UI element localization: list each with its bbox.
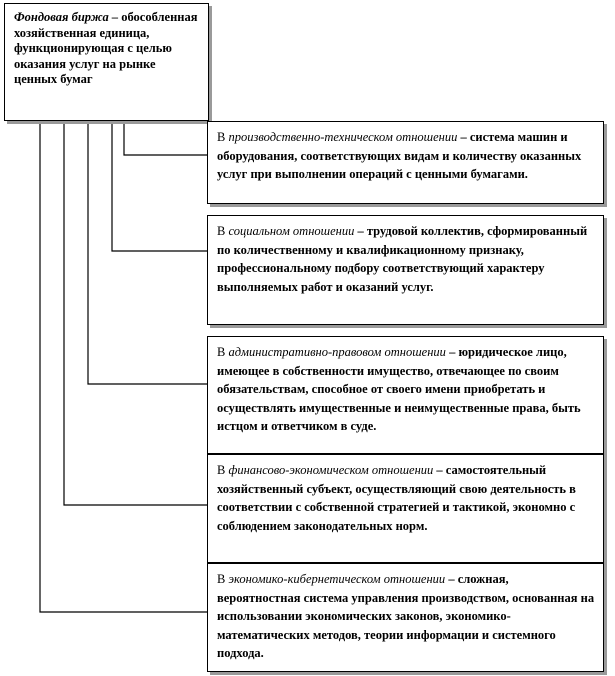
aspect-card-production-technical <box>207 121 604 204</box>
card-text: – трудовой коллектив, сформированный по количественному и квалификационному признаку, профессиональному подбору соответствующий характеру выполняемых работ и оказаний услуг. <box>217 224 588 294</box>
card-prefix: В <box>217 224 229 238</box>
card-keyword: административно-правовом отношении <box>228 345 446 359</box>
card-prefix: В <box>217 463 229 477</box>
card-keyword: экономико-кибернетическом отношении <box>228 572 446 586</box>
connector-administrative-legal <box>88 121 207 384</box>
root-title: Фондовая биржа – <box>14 10 119 24</box>
aspect-card-financial-economic <box>207 454 604 563</box>
connector-economic-cybernetic <box>40 121 207 612</box>
aspect-card-social <box>207 215 604 325</box>
card-prefix: В <box>217 130 229 144</box>
card-keyword: финансово-экономическом отношении <box>228 463 434 477</box>
card-text: – самостоятельный хозяйственный субъект, осуществляющий свою деятельность в соответствии с собственной стратегией и тактикой, экономно с соблюдением законодательных норм. <box>217 463 576 533</box>
connector-social <box>112 121 207 251</box>
card-text: – система машин и оборудования, соответствующих видам и количеству оказанных услуг при выполнении операций с ценными бумагами. <box>217 130 582 182</box>
card-text: – юридическое лицо, имеющее в собственности имущество, отвечающее по своим обязательствам, способное от своего имени приобретать и осуществлять имущественные и неимущественные права, быть истцом и ответчиком в суде. <box>217 345 581 434</box>
card-prefix: В <box>217 345 229 359</box>
aspect-card-economic-cybernetic <box>207 563 604 672</box>
card-prefix: В <box>217 572 229 586</box>
root-box <box>4 3 209 121</box>
aspect-card-administrative-legal <box>207 336 604 454</box>
connector-production-technical <box>124 121 207 155</box>
connector-financial-economic <box>64 121 207 505</box>
root-body: обособленная хозяйственная единица, функционирующая с целью оказания услуг на рынке ценных бумаг <box>14 10 198 86</box>
card-text: – сложная, вероятностная система управления производством, основанная на использовании экономических законов, экономико-математических методов, теории информации и системного подхода. <box>217 572 595 661</box>
card-keyword: социальном отношении <box>228 224 355 238</box>
card-keyword: производственно-техническом отношении <box>228 130 458 144</box>
